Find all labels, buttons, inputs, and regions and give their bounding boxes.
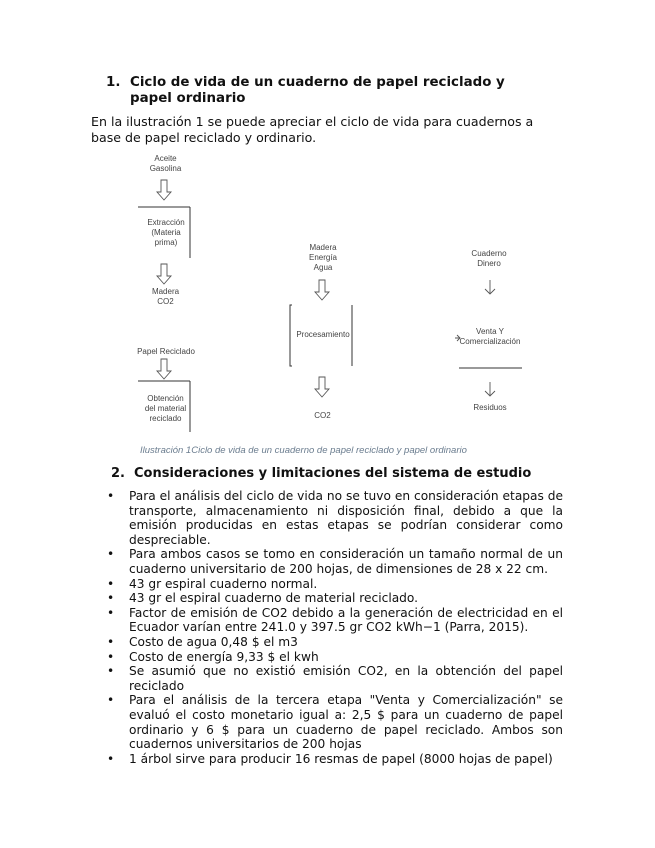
section-1-intro: En la ilustración 1 se puede apreciar el ciclo de vida para cuadernos a base de papel reciclado y ordinario. xyxy=(91,114,534,145)
list-item-text: Para el análisis del ciclo de vida no se tuvo en consideración etapas de transporte, almacenamiento ni disposición final, debido a que la emisión producidas en estas etapas se podrían considerar como despreciable. xyxy=(129,489,563,547)
down-arrow-7 xyxy=(485,382,495,396)
list-item xyxy=(107,489,563,547)
list-item xyxy=(107,664,563,693)
list-item xyxy=(107,635,563,650)
label-cuaderno-dinero: Cuaderno Dinero xyxy=(471,249,507,268)
label-procesamiento: Procesamiento xyxy=(296,330,350,339)
label-extraccion: Extracción (Materia prima) xyxy=(147,218,185,247)
list-item-text: Costo de energía 9,33 $ el kwh xyxy=(129,649,319,664)
list-item xyxy=(107,650,563,665)
bullet-icon: • xyxy=(107,751,115,766)
bullet-icon: • xyxy=(107,591,115,606)
bullet-icon: • xyxy=(107,649,115,664)
list-item-text: Para ambos casos se tomo en consideración un tamaño normal de un cuaderno universitario de 200 hojas, de dimensiones de 28 x 22 cm. xyxy=(129,547,563,576)
section-2-number: 2. xyxy=(111,466,125,481)
list-item-text: 43 gr el espiral cuaderno de material reciclado. xyxy=(129,591,419,606)
down-arrow-4 xyxy=(315,280,329,300)
list-item-text: Costo de agua 0,48 $ el m3 xyxy=(129,634,298,649)
bullet-icon: • xyxy=(107,489,115,503)
section-1-title: Ciclo de vida de un cuaderno de papel reciclado y papel ordinario xyxy=(130,75,505,106)
list-item-text: Se asumió que no existió emisión CO2, en la obtención del papel reciclado xyxy=(129,664,563,693)
bullet-icon: • xyxy=(107,576,115,591)
section-2-title: Consideraciones y limitaciones del sistema de estudio xyxy=(134,466,532,481)
bullet-icon: • xyxy=(107,664,115,679)
down-arrow-6 xyxy=(485,280,495,294)
section-1-heading xyxy=(106,75,546,107)
label-aceite-gasolina: Aceite Gasolina xyxy=(149,154,182,173)
label-madera-energia-agua: Madera Energía Agua xyxy=(308,243,338,272)
label-venta-comercializacion: Venta Y Comercialización xyxy=(459,327,521,346)
list-item xyxy=(107,606,563,635)
down-arrow-3 xyxy=(157,359,171,379)
bullet-icon: • xyxy=(107,634,115,649)
label-obtencion: Obtención del material reciclado xyxy=(144,394,187,423)
down-arrow-5 xyxy=(315,377,329,397)
list-item xyxy=(107,752,563,767)
section-2-heading xyxy=(111,466,531,482)
bullet-icon: • xyxy=(107,605,115,620)
list-item-text: 43 gr espiral cuaderno normal. xyxy=(129,576,318,591)
label-madera-co2: Madera CO2 xyxy=(151,287,180,306)
list-item xyxy=(107,577,563,592)
considerations-list xyxy=(107,489,563,766)
list-item-text: Para el análisis de la tercera etapa "Venta y Comercialización" se evaluó el costo monetario igual a: 2,5 $ para un cuaderno de papel ordinario y 6 $ para un cuaderno de papel reciclado. Ambos son cuadernos universitarios de 200 hojas xyxy=(129,693,563,752)
section-1-number: 1. xyxy=(106,75,121,90)
bullet-icon: • xyxy=(107,547,115,562)
down-arrow-1 xyxy=(157,180,171,200)
label-co2: CO2 xyxy=(314,411,331,420)
label-papel-reciclado: Papel Reciclado xyxy=(137,347,195,356)
down-arrow-2 xyxy=(157,264,171,284)
list-item-text: 1 árbol sirve para producir 16 resmas de papel (8000 hojas de papel) xyxy=(129,751,553,766)
bullet-icon: • xyxy=(107,693,115,708)
list-item xyxy=(107,591,563,606)
label-residuos: Residuos xyxy=(473,403,507,412)
figure-caption: Ilustración 1Ciclo de vida de un cuaderno de papel reciclado y papel ordinario xyxy=(140,445,467,456)
list-item xyxy=(107,693,563,751)
list-item xyxy=(107,547,563,576)
list-item-text: Factor de emisión de CO2 debido a la generación de electricidad en el Ecuador varían entre 241.0 y 397.5 gr CO2 kWh−1 (Parra, 2015). xyxy=(129,605,563,635)
